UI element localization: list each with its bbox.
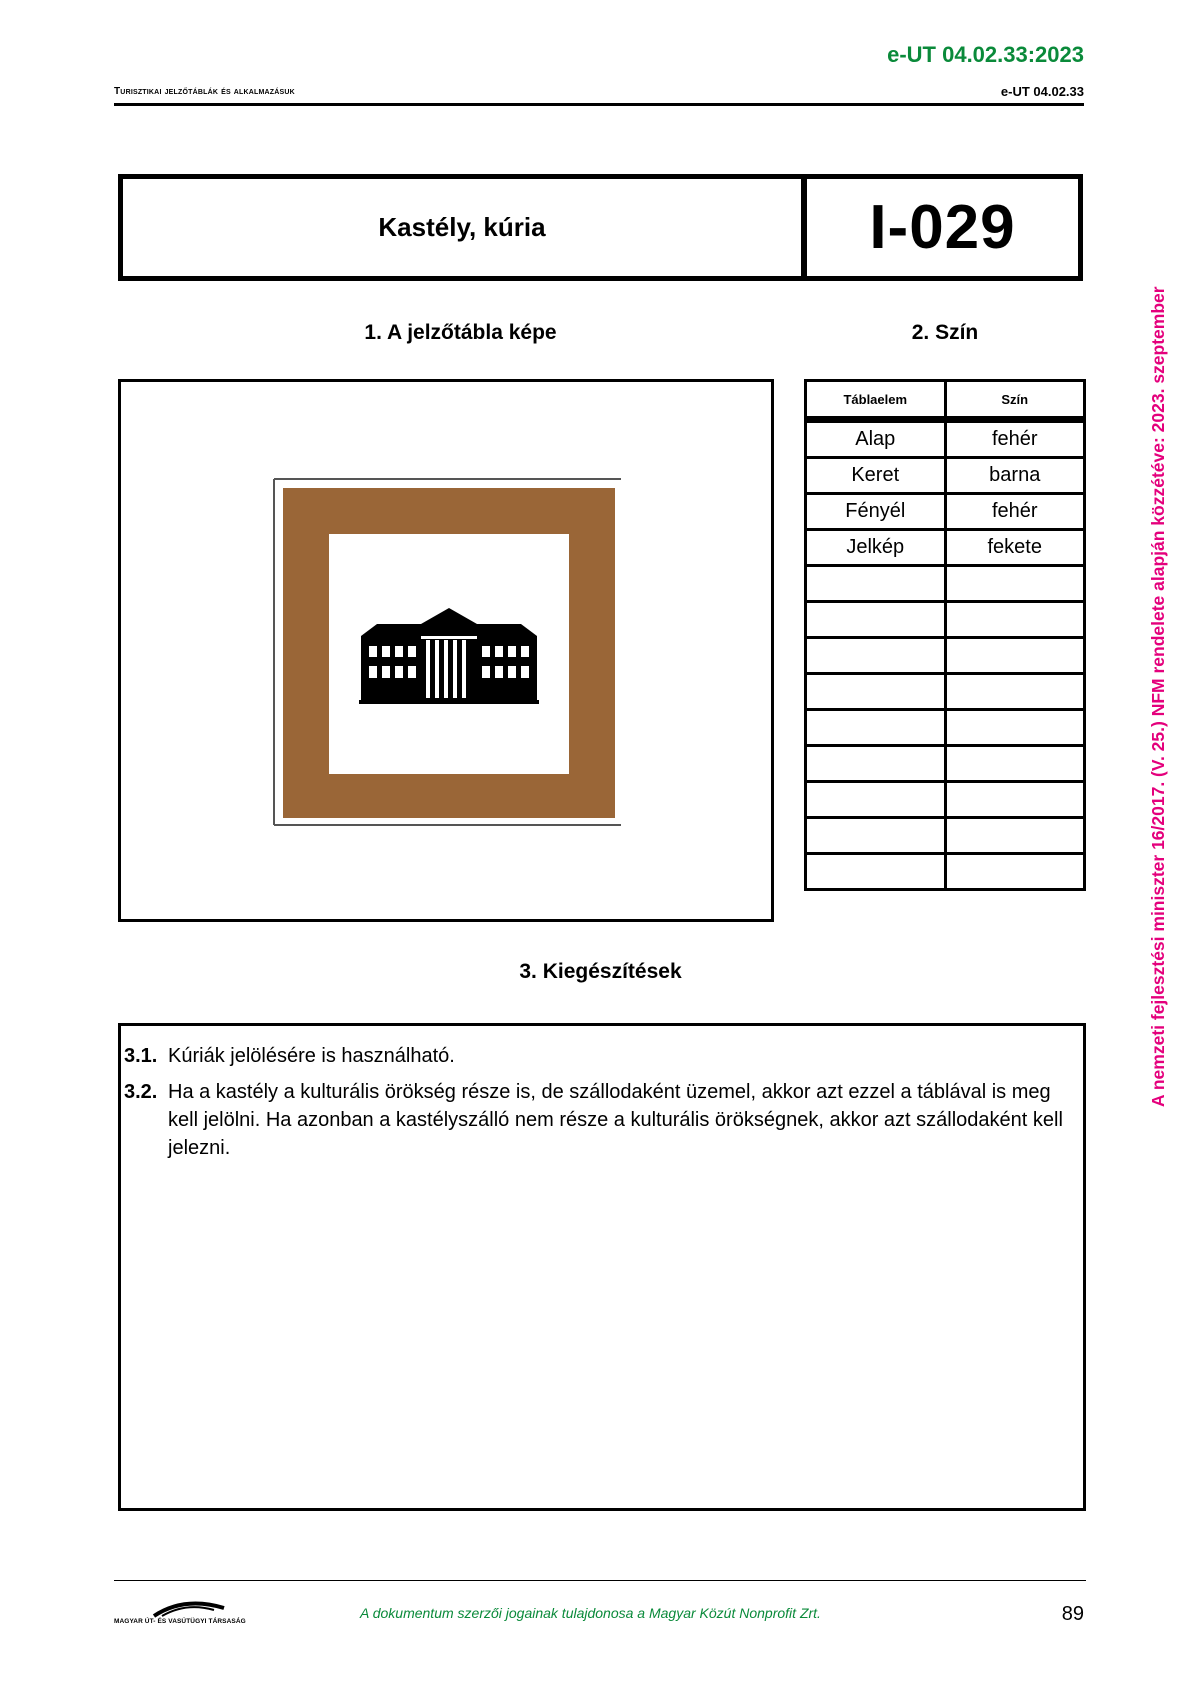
- notes-section-heading: 3. Kiegészítések: [519, 960, 682, 983]
- table-row: [806, 710, 1085, 746]
- header-rule: [114, 103, 1084, 106]
- table-row: [806, 854, 1085, 890]
- table-row: [806, 674, 1085, 710]
- color-cell: fehér: [945, 420, 1085, 458]
- note-item: [124, 1078, 1069, 1162]
- element-cell: [806, 638, 946, 674]
- element-cell: [806, 782, 946, 818]
- element-cell: [806, 818, 946, 854]
- element-cell: [806, 602, 946, 638]
- element-cell: [806, 746, 946, 782]
- element-cell: Alap: [806, 420, 946, 458]
- element-cell: [806, 854, 946, 890]
- color-table: [804, 379, 1086, 891]
- running-code: e-UT 04.02.33: [1000, 84, 1084, 99]
- color-cell: [945, 854, 1085, 890]
- element-cell: Keret: [806, 458, 946, 494]
- column-header: Szín: [945, 381, 1085, 420]
- element-cell: [806, 710, 946, 746]
- footer-rule: [114, 1580, 1086, 1581]
- color-cell: [945, 746, 1085, 782]
- table-row: [806, 746, 1085, 782]
- copyright-notice: A dokumentum szerzői jogainak tulajdonosa a Magyar Közút Nonprofit Zrt.: [360, 1605, 821, 1621]
- table-row: [806, 530, 1085, 566]
- sign-image-box: [118, 379, 774, 922]
- note-number: 3.2.: [124, 1081, 158, 1103]
- note-text: Kúriák jelölésére is használható.: [168, 1045, 455, 1067]
- color-cell: [945, 566, 1085, 602]
- color-cell: fehér: [945, 494, 1085, 530]
- notes-box: [118, 1023, 1086, 1511]
- note-number: 3.1.: [124, 1045, 158, 1067]
- table-row: [806, 638, 1085, 674]
- running-title: Turisztikai jelzőtáblák és alkalmazásuk: [114, 86, 295, 97]
- table-row: [806, 566, 1085, 602]
- color-cell: [945, 782, 1085, 818]
- color-cell: fekete: [945, 530, 1085, 566]
- document-code: e-UT 04.02.33:2023: [887, 42, 1084, 67]
- table-row: [806, 602, 1085, 638]
- table-row: [806, 420, 1085, 458]
- element-cell: Fényél: [806, 494, 946, 530]
- logo-mark: [114, 1596, 264, 1618]
- logo-text: MAGYAR ÚT- ÉS VASÚTÜGYI TÁRSASÁG: [114, 1618, 246, 1625]
- color-cell: [945, 818, 1085, 854]
- table-row: [806, 494, 1085, 530]
- color-cell: [945, 710, 1085, 746]
- element-cell: [806, 566, 946, 602]
- color-table-header: [806, 381, 1085, 420]
- sign-code: I-029: [869, 193, 1016, 262]
- title-box: [118, 174, 1083, 281]
- color-cell: [945, 638, 1085, 674]
- color-cell: [945, 602, 1085, 638]
- element-cell: Jelkép: [806, 530, 946, 566]
- color-cell: [945, 674, 1085, 710]
- table-row: [806, 782, 1085, 818]
- note-item: [124, 1042, 1069, 1070]
- table-row: [806, 458, 1085, 494]
- sign-title: Kastély, kúria: [378, 212, 546, 242]
- element-cell: [806, 674, 946, 710]
- color-section-heading: 2. Szín: [911, 321, 979, 344]
- image-section-heading: 1. A jelzőtábla képe: [364, 321, 557, 344]
- page-number: 89: [1061, 1603, 1084, 1625]
- table-row: [806, 818, 1085, 854]
- column-header: Táblaelem: [806, 381, 946, 420]
- publication-note: A nemzeti fejlesztési miniszter 16/2017. (V. 25.) NFM rendelete alapján közzétéve: 2023. szeptember: [1148, 286, 1168, 1107]
- note-text: Ha a kastély a kulturális örökség része is, de szállodaként üzemel, akkor azt ezzel a táblával is meg kell jelölni. Ha azonban a kastélyszálló nem része a kulturális örökségnek, akkor azt szállodaként kell jelezni.: [168, 1081, 1063, 1159]
- footer-logo: [114, 1596, 264, 1632]
- sign-image: [273, 478, 621, 826]
- color-cell: barna: [945, 458, 1085, 494]
